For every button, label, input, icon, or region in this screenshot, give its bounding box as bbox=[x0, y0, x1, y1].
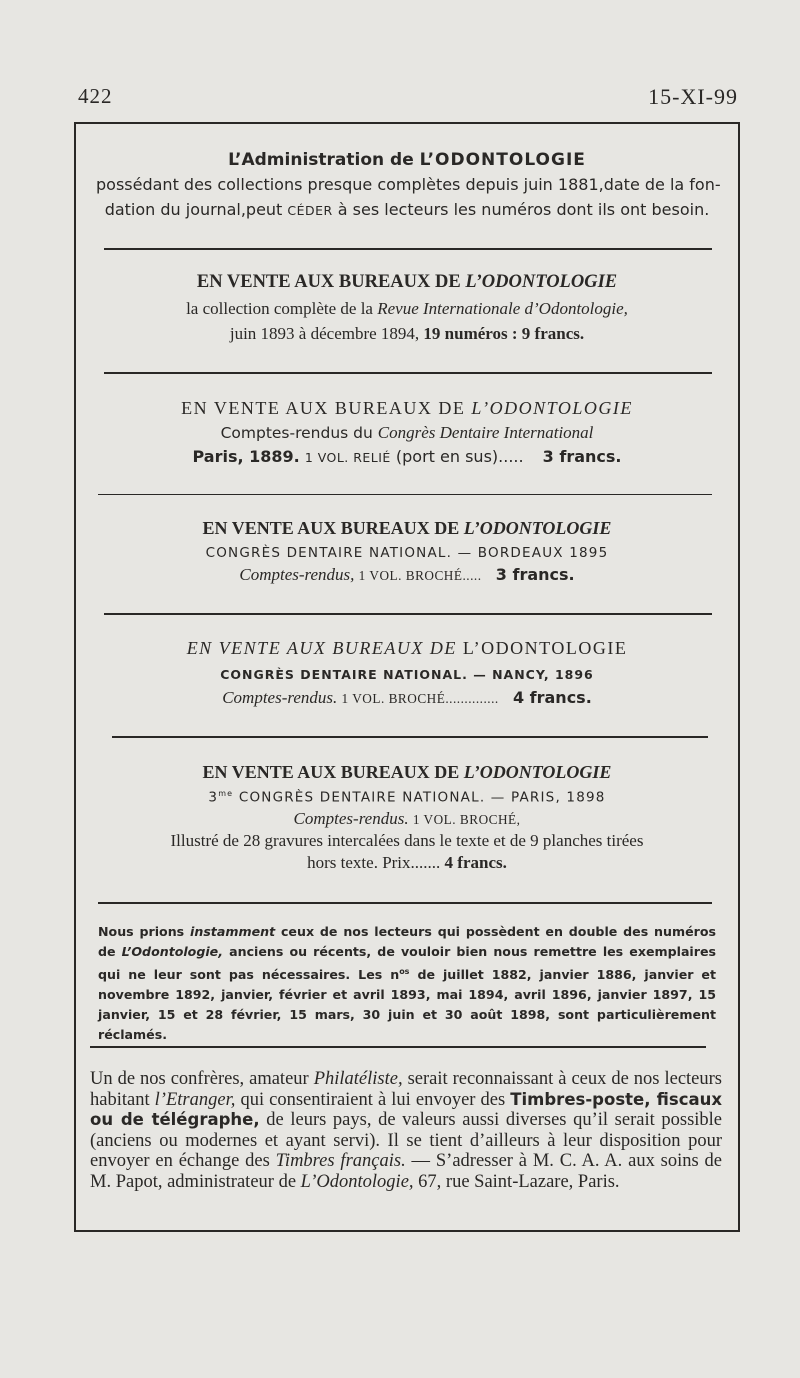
nancy-line: CONGRÈS DENTAIRE NATIONAL. — NANCY, 1896 bbox=[220, 667, 594, 682]
price: 4 francs. bbox=[512, 688, 592, 707]
sale-congres-international bbox=[76, 398, 738, 466]
issue-date: 15-XI-99 bbox=[648, 84, 738, 109]
collection-price-line bbox=[76, 324, 738, 344]
notice-text: Nous prions bbox=[98, 924, 185, 939]
congres-paris: CONGRÈS DENTAIRE NATIONAL. — PARIS, 1898 bbox=[238, 789, 606, 806]
final-text: — S’adresser à M. C. A. A. aux soins de M. Papot, administrateur de bbox=[90, 1151, 722, 1192]
journal-name: L’ODONTOLOGIE bbox=[463, 518, 612, 538]
advert-frame bbox=[74, 122, 740, 1232]
journal-name: L’ODONTOLOGIE bbox=[471, 398, 633, 418]
collection-text: la collection complète de la bbox=[186, 299, 373, 318]
administration-line-2 bbox=[76, 197, 738, 223]
congres-line bbox=[76, 423, 738, 443]
notice-text: anciens ou récents, de vouloir bien nous remettre les exemplaires qui ne leur sont pas nécessaires. Les n bbox=[98, 944, 717, 983]
divider-6 bbox=[98, 902, 712, 904]
price-label: hors texte. Prix....... bbox=[307, 852, 441, 872]
comptes-rendus: Comptes-rendus, bbox=[239, 565, 355, 584]
volume-info: 1 VOL. BROCHÉ..... bbox=[358, 568, 482, 583]
journal-name: L’ODONTOLOGIE bbox=[463, 762, 612, 782]
sale-paris-1898 bbox=[76, 762, 738, 873]
journal-name: L’ODONTOLOGIE bbox=[419, 150, 586, 170]
price: 3 francs. bbox=[542, 447, 622, 466]
page-number: 422 bbox=[78, 84, 113, 108]
volume-info: 1 VOL. BROCHÉ, bbox=[412, 811, 521, 827]
illustrations-line: Illustré de 28 gravures intercalées dans le texte et de 9 planches tirées bbox=[170, 830, 644, 850]
paris-price-line bbox=[76, 853, 738, 873]
divider-4 bbox=[104, 613, 712, 615]
timbres-francais: Timbres français. bbox=[275, 1151, 406, 1171]
sale-title-6 bbox=[76, 762, 738, 783]
price: 3 francs. bbox=[495, 565, 575, 584]
journal-name: L’Odontologie, bbox=[300, 1171, 414, 1192]
edition-number: 3 bbox=[208, 789, 219, 806]
sale-heading: EN VENTE AUX BUREAUX DE bbox=[181, 398, 466, 418]
notice-text: ceux de nos lecteurs qui possèdent en double des numéros de bbox=[98, 924, 717, 959]
price: 4 francs. bbox=[444, 852, 507, 872]
volume-info: 1 VOL. RELIÉ bbox=[304, 450, 391, 465]
philateliste-word: Philatéliste, bbox=[313, 1069, 403, 1089]
divider-7 bbox=[90, 1046, 706, 1048]
nancy-price-line bbox=[76, 688, 738, 708]
address: 67, rue Saint-Lazare, Paris. bbox=[418, 1171, 620, 1192]
divider-3 bbox=[98, 494, 712, 495]
sale-title-2 bbox=[76, 272, 738, 293]
bordeaux-line: CONGRÈS DENTAIRE NATIONAL. — BORDEAUX 1895 bbox=[205, 545, 609, 561]
journal-name: L’Odontologie, bbox=[121, 944, 223, 959]
philatelist-notice bbox=[76, 1069, 738, 1192]
collection-line bbox=[76, 299, 738, 319]
numero-suffix: os bbox=[399, 967, 410, 976]
sale-bordeaux-1895 bbox=[76, 518, 738, 585]
final-text: de leurs pays, de valeurs aussi diverses qu’il serait possible (anciens ou modernes et ayant servi). Il se tient d’ailleurs à leur disposition pour envoyer en échange des bbox=[90, 1110, 723, 1171]
revue-title: Revue Internationale d’Odontologie, bbox=[377, 299, 628, 318]
journal-name: L’ODONTOLOGIE bbox=[462, 638, 628, 658]
etranger-word: l’Etranger, bbox=[154, 1089, 236, 1110]
sale-nancy-1896 bbox=[76, 638, 738, 708]
journal-name: L’ODONTOLOGIE bbox=[465, 272, 618, 292]
timbres-poste-emphasis: Timbres-poste, fiscaux ou de télégraphe, bbox=[90, 1089, 723, 1129]
administration-line-1: possédant des collections presque complètes depuis juin 1881,date de la fon- bbox=[96, 175, 721, 194]
comptes-rendus-text: Comptes-rendus du bbox=[220, 424, 373, 442]
paris-volume-line bbox=[76, 809, 738, 829]
sale-heading: EN VENTE AUX BUREAUX DE bbox=[196, 272, 461, 292]
ceder-word: CÉDER bbox=[287, 203, 333, 218]
comptes-rendus: Comptes-rendus. bbox=[293, 808, 409, 828]
notice-text: de juillet 1882, janvier 1886, janvier et novembre 1892, janvier, février et avril 1893, mai 1894, avril 1896, janvier 1897, 15 janvier, 15 et 28 février, 15 mars, 30 juin et 30 août 1898, sont particulièrement réclamés. bbox=[98, 967, 716, 1043]
final-text: serait reconnaissant à ceux de nos lecteurs habitant bbox=[90, 1069, 722, 1110]
sale-heading: EN VENTE AUX BUREAUX DE bbox=[186, 638, 457, 658]
shipping-note: (port en sus)..... bbox=[395, 447, 524, 466]
line-2-end: à ses lecteurs les numéros dont ils ont besoin. bbox=[337, 200, 710, 219]
paris-line bbox=[76, 789, 738, 806]
ordinal-suffix: me bbox=[218, 789, 234, 798]
sale-title-3 bbox=[76, 398, 738, 419]
administration-title bbox=[76, 150, 738, 170]
final-text: Un de nos confrères, amateur bbox=[90, 1069, 309, 1089]
final-text: qui consentiraient à lui envoyer des bbox=[240, 1089, 506, 1110]
bordeaux-price-line bbox=[76, 565, 738, 585]
divider-1 bbox=[104, 248, 712, 250]
sale-revue-internationale bbox=[76, 272, 738, 344]
administration-notice bbox=[76, 150, 738, 223]
divider-2 bbox=[104, 372, 712, 374]
sale-heading: EN VENTE AUX BUREAUX DE bbox=[202, 762, 460, 782]
price: 19 numéros : 9 francs. bbox=[423, 324, 585, 343]
title-prefix: L’Administration de bbox=[228, 150, 414, 170]
congres-title: Congrès Dentaire International bbox=[377, 423, 594, 442]
congres-price-line bbox=[76, 447, 738, 466]
request-notice bbox=[76, 922, 738, 1045]
sale-title-5 bbox=[76, 638, 738, 659]
volume-info: 1 VOL. BROCHÉ.............. bbox=[341, 691, 499, 706]
notice-emphasis: instamment bbox=[190, 924, 276, 939]
sale-title-4 bbox=[76, 518, 738, 539]
line-2-start: dation du journal,peut bbox=[104, 200, 283, 219]
sale-heading: EN VENTE AUX BUREAUX DE bbox=[202, 518, 460, 538]
city-year: Paris, 1889. bbox=[192, 447, 300, 466]
comptes-rendus: Comptes-rendus. bbox=[222, 688, 338, 707]
date-range: juin 1893 à décembre 1894, bbox=[229, 324, 420, 343]
divider-5 bbox=[112, 736, 708, 738]
